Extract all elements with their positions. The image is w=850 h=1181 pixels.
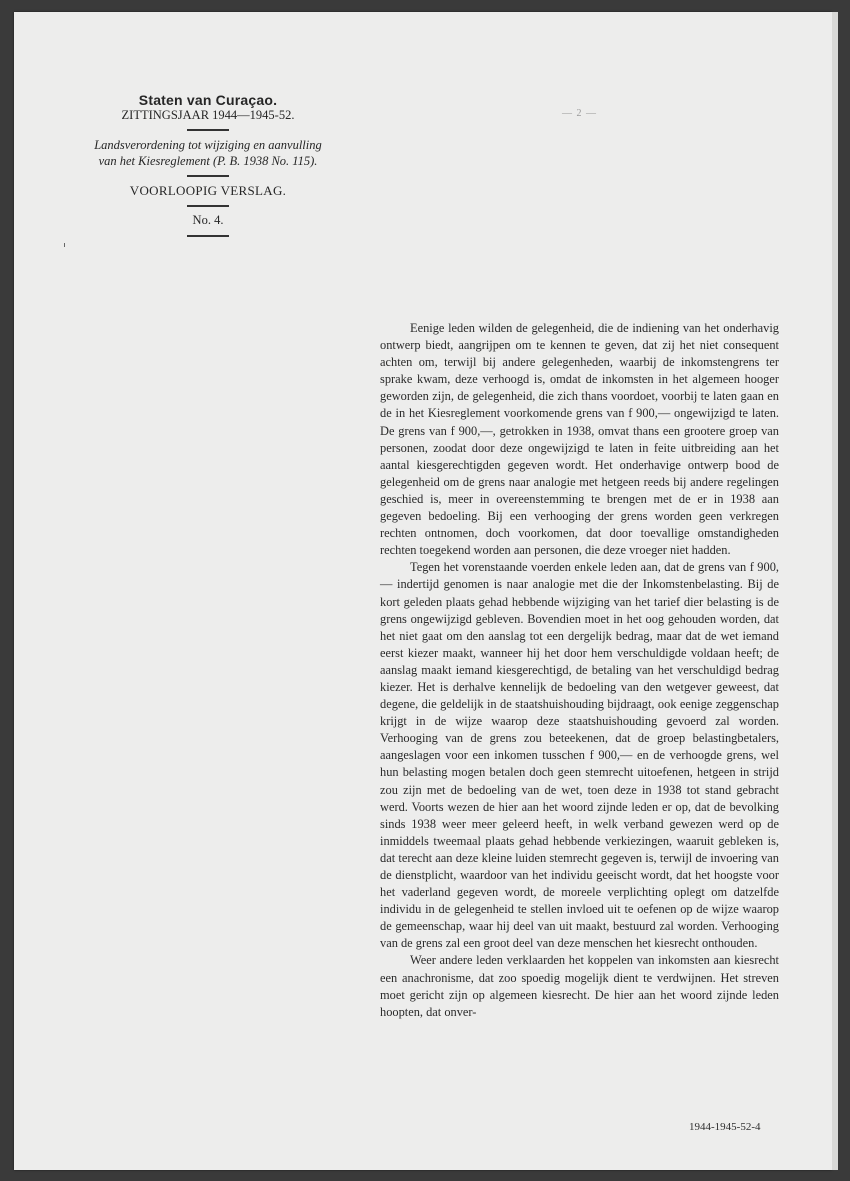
paragraph-3: Weer andere leden verklaarden het koppelen van inkomsten aan kiesrecht een anachronisme, dat zoo spoedig mogelijk dient te verdwijnen. Het streven moet gericht zijn op algemeen kiesrecht. De hier aan het woord zijnde leden hoopten, dat onver-	[380, 953, 779, 1019]
header-subject-line2: van het Kiesreglement (P. B. 1938 No. 115).	[98, 154, 318, 168]
header-divider	[187, 205, 229, 207]
paragraph-2: Tegen het vorenstaande voerden enkele leden aan, dat de grens van f 900,— indertijd genomen is naar analogie met die der Inkomstenbelasting. Bij de kort geleden plaats gehad hebbende wijziging van het tarief dier belasting is de grens ongewijzigd gebleven. Bovendien moet in het oog gehouden worden, dat het niet gaat om den aanslag tot een dergelijk bedrag, maar dat de wet iemand eerst kiezer maakt, wanneer hij het door hem verschuldigde voldaan heeft; de aanslag maakt iemand kiesgerechtigd, de betaling van het verschuldigd bedrag kiezer. Het is derhalve kennelijk de bedoeling van den wetgever geweest, dat degene, die geldelijk in de staatshuishouding bijdraagt, ook eenige zeggenschap krijgt in de wijze waarop deze staatshuishouding gevoerd zal worden. Verhooging van de grens zou beteekenen, dat de groep belastingbetalers, aangeslagen voor een inkomen tusschen f 900,— en de verhoogde grens, wel hun belasting mogen betalen doch geen stemrecht uitoefenen, hetgeen in strijd zou zijn met de bedoeling van de wet, toen deze in 1938 tot stand gebracht werd. Voorts wezen de hier aan het woord zijnde leden er op, dat de bevolking sinds 1938 weer meer geleerd heeft, in welk verband gewezen werd op de inmiddels tweemaal plaats gehad hebbende verkiezingen, waaruit gebleken is, dat terecht aan deze kleine luiden stemrecht gegeven is, terwijl de invoering van de dienstplicht, waardoor van het individu geeischt wordt, dat het hoogste voor het vaderland gegeven wordt, de moreele verplichting oplegt om datzelfde individu in de gelegenheid te stellen invloed uit te oefenen op de wijze waarop de gemeenschap, waar hij deel van uit maakt, bestuurd zal worden. Verhooging van de grens zal een groot deel van deze menschen het kiesrecht onthouden.	[380, 560, 779, 951]
margin-mark	[64, 243, 65, 247]
header-divider	[187, 235, 229, 237]
page-number: — 2 —	[562, 108, 597, 119]
page-edge	[832, 12, 838, 1170]
header-subject	[52, 137, 364, 169]
header-subject-line1: Landsverordening tot wijziging en aanvulling	[94, 138, 322, 152]
header-number: No. 4.	[192, 213, 224, 227]
paragraph-1: Eenige leden wilden de gelegenheid, die de indiening van het onderhavig ontwerp biedt, aangrijpen om te kennen te geven, dat zij het niet consequent achten om, terwijl bij andere gelegenheden, waarbij de inkomstengrens ter sprake kwam, deze verhoogd is, omdat de inkomsten in het algemeen hooger geworden zijn, de gelegenheid, die zich thans voordoet, voorbij te laten gaan en de in het Kiesreglement voorkomende grens van f 900,— ongewijzigd te laten. De grens van f 900,—, getrokken in 1938, omvat thans een grootere groep van personen, zoodat door deze ongewijzigd te laten in feite uitbreiding aan het aantal kiesgerechtigden gegeven wordt. Het onderhavige ontwerp bood de gelegenheid om de grens naar analogie met hetgeen reeds bij andere regelingen geschied is, meer in overeenstemming te brengen met de er in 1938 aan gegeven bedoeling. Bij een verhooging der grens worden geen verkregen rechten ontnomen, doch voorkomen, dat door toevallige omstandigheden rechten toegekend worden aan personen, die deze vroeger niet hadden.	[380, 321, 779, 558]
header-divider	[187, 129, 229, 131]
body-text	[380, 320, 779, 1021]
header-divider	[187, 175, 229, 177]
header-session: ZITTINGSJAAR 1944—1945-52.	[121, 108, 295, 122]
document-code: 1944-1945-52-4	[689, 1121, 761, 1133]
header-title: Staten van Curaçao.	[138, 92, 278, 108]
header-report-title: VOORLOOPIG VERSLAG.	[129, 183, 287, 198]
document-header	[52, 92, 364, 237]
